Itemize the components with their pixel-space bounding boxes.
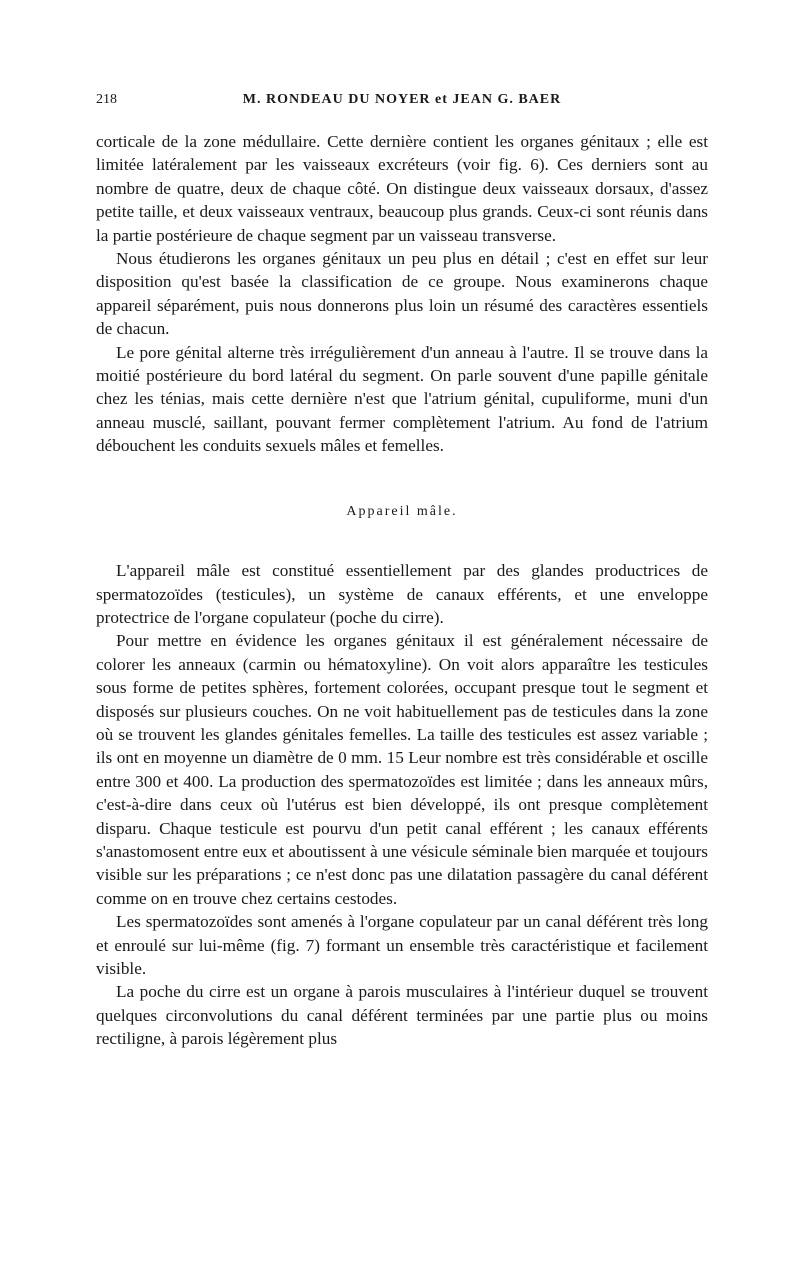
- paragraph: corticale de la zone médullaire. Cette dernière contient les organes génitaux ; elle est limitée latéralement par les vaisseaux excréteurs (voir fig. 6). Ces derniers sont au nombre de quatre, deux de chaque côté. On distingue deux vaisseaux dorsaux, d'assez petite taille, et deux vaisseaux ventraux, beaucoup plus grands. Ceux-ci sont réunis dans la partie postérieure de chaque segment par un vaisseau transverse.: [96, 132, 708, 245]
- paragraph: Le pore génital alterne très irrégulièrement d'un anneau à l'autre. Il se trouve dans la moitié postérieure du bord latéral du segment. On parle souvent d'une papille génitale chez les ténias, mais cette dernière n'est que l'atrium génital, cupuliforme, muni d'un anneau musclé, saillant, pouvant fermer complètement l'atrium. Au fond de l'atrium débouchent les conduits sexuels mâles et femelles.: [96, 342, 708, 456]
- body-text: [96, 130, 708, 1051]
- paragraph: Pour mettre en évidence les organes génitaux il est généralement nécessaire de colorer les anneaux (carmin ou hématoxyline). On voit alors apparaître les testicules sous forme de petites sphères, fortement colorées, occupant presque tout le segment et disposés sur plusieurs couches. On ne voit habituellement pas de testicules dans la zone où se trouvent les glandes génitales femelles. La taille des testicules est assez variable ; ils ont en moyenne un diamètre de 0 mm. 15 Leur nombre est très considérable et oscille entre 300 et 400. La production des spermatozoïdes est limitée ; dans les anneaux mûrs, c'est-à-dire dans ceux où l'utérus est bien développé, ils ont presque complètement disparu. Chaque testicule est pourvu d'un petit canal efférent ; les canaux efférents s'anastomosent entre eux et aboutissent à une vésicule séminale bien marquée et toujours visible sur les préparations ; ce n'est donc pas une dilatation passagère du canal déférent comme on en trouve chez certains cestodes.: [96, 631, 708, 908]
- paragraph: L'appareil mâle est constitué essentiellement par des glandes productrices de spermatozoïdes (testicules), un système de canaux efférents, et une enveloppe protectrice de l'organe copulateur (poche du cirre).: [96, 561, 708, 627]
- section-title: Appareil mâle.: [346, 503, 458, 519]
- running-head: M. RONDEAU DU NOYER et JEAN G. BAER: [242, 92, 562, 107]
- page-header: [96, 92, 708, 116]
- paragraph: Nous étudierons les organes génitaux un peu plus en détail ; c'est en effet sur leur disposition qu'est basée la classification de ce groupe. Nous examinerons chaque appareil séparément, puis nous donnerons plus loin un résumé des caractères essentiels de chacun.: [96, 249, 708, 339]
- page-number: 218: [96, 92, 117, 107]
- paragraph: La poche du cirre est un organe à parois musculaires à l'intérieur duquel se trouvent quelques circonvolutions du canal déférent terminées par une partie plus ou moins rectiligne, à parois légèrement plus: [96, 982, 708, 1049]
- paragraph: Les spermatozoïdes sont amenés à l'organe copulateur par un canal déférent très long et enroulé sur lui-même (fig. 7) formant un ensemble très caractéristique et facilement visible.: [96, 912, 708, 978]
- page: [96, 92, 708, 1051]
